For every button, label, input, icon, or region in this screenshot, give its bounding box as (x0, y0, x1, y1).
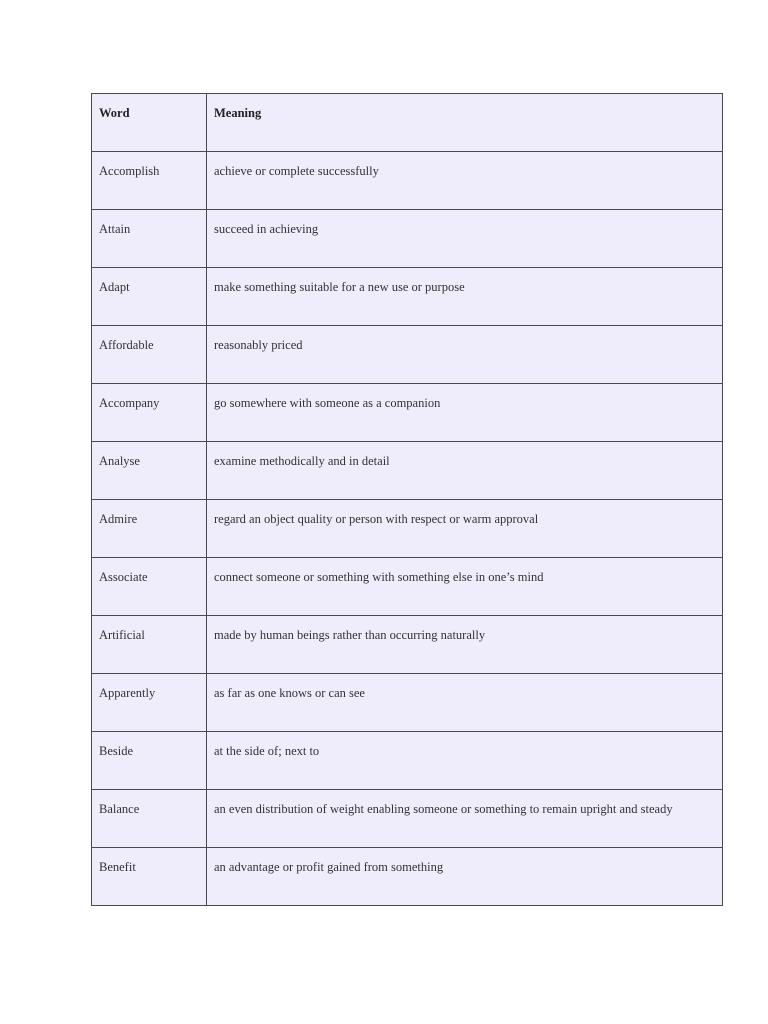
vocabulary-table (91, 93, 723, 906)
meaning-cell (207, 616, 723, 674)
table-row (92, 558, 723, 616)
meaning-cell (207, 500, 723, 558)
meaning-text: connect someone or something with something else in one’s mind (214, 570, 544, 584)
word-cell (92, 558, 207, 616)
meaning-cell (207, 326, 723, 384)
word-cell (92, 326, 207, 384)
meaning-text: make something suitable for a new use or purpose (214, 280, 465, 294)
header-word-cell (92, 94, 207, 152)
meaning-cell (207, 558, 723, 616)
table-row (92, 500, 723, 558)
word-text: Accomplish (99, 164, 160, 178)
word-cell (92, 500, 207, 558)
table-row (92, 326, 723, 384)
meaning-text: succeed in achieving (214, 222, 319, 236)
word-text: Attain (99, 222, 131, 236)
table-header-row (92, 94, 723, 152)
header-meaning-cell (207, 94, 723, 152)
word-text: Apparently (99, 686, 156, 700)
table-row (92, 848, 723, 906)
meaning-cell (207, 848, 723, 906)
word-cell (92, 210, 207, 268)
table-row (92, 210, 723, 268)
word-text: Benefit (99, 860, 136, 874)
table-row (92, 268, 723, 326)
meaning-text: regard an object quality or person with respect or warm approval (214, 512, 539, 526)
word-text: Affordable (99, 338, 154, 352)
meaning-text: an even distribution of weight enabling someone or something to remain upright and steady (214, 802, 673, 816)
word-cell (92, 616, 207, 674)
word-cell (92, 442, 207, 500)
meaning-text: achieve or complete successfully (214, 164, 379, 178)
word-text: Adapt (99, 280, 130, 294)
meaning-text: at the side of; next to (214, 744, 320, 758)
meaning-cell (207, 152, 723, 210)
word-cell (92, 674, 207, 732)
meaning-cell (207, 674, 723, 732)
vocabulary-table-body (92, 94, 723, 906)
header-word-label: Word (99, 106, 130, 120)
meaning-cell (207, 790, 723, 848)
word-cell (92, 268, 207, 326)
meaning-text: as far as one knows or can see (214, 686, 365, 700)
meaning-text: made by human beings rather than occurring naturally (214, 628, 486, 642)
table-row (92, 384, 723, 442)
word-cell (92, 848, 207, 906)
meaning-cell (207, 442, 723, 500)
table-row (92, 442, 723, 500)
word-text: Artificial (99, 628, 145, 642)
meaning-cell (207, 268, 723, 326)
table-row (92, 152, 723, 210)
word-text: Beside (99, 744, 134, 758)
word-text: Accompany (99, 396, 160, 410)
meaning-cell (207, 732, 723, 790)
meaning-cell (207, 210, 723, 268)
word-cell (92, 384, 207, 442)
header-meaning-label: Meaning (214, 106, 262, 120)
meaning-text: go somewhere with someone as a companion (214, 396, 441, 410)
meaning-cell (207, 384, 723, 442)
word-text: Associate (99, 570, 148, 584)
meaning-text: examine methodically and in detail (214, 454, 390, 468)
table-row (92, 732, 723, 790)
meaning-text: reasonably priced (214, 338, 303, 352)
meaning-text: an advantage or profit gained from something (214, 860, 444, 874)
word-text: Balance (99, 802, 140, 816)
word-text: Admire (99, 512, 138, 526)
word-cell (92, 790, 207, 848)
word-text: Analyse (99, 454, 140, 468)
word-cell (92, 152, 207, 210)
word-cell (92, 732, 207, 790)
table-row (92, 790, 723, 848)
table-row (92, 674, 723, 732)
table-row (92, 616, 723, 674)
